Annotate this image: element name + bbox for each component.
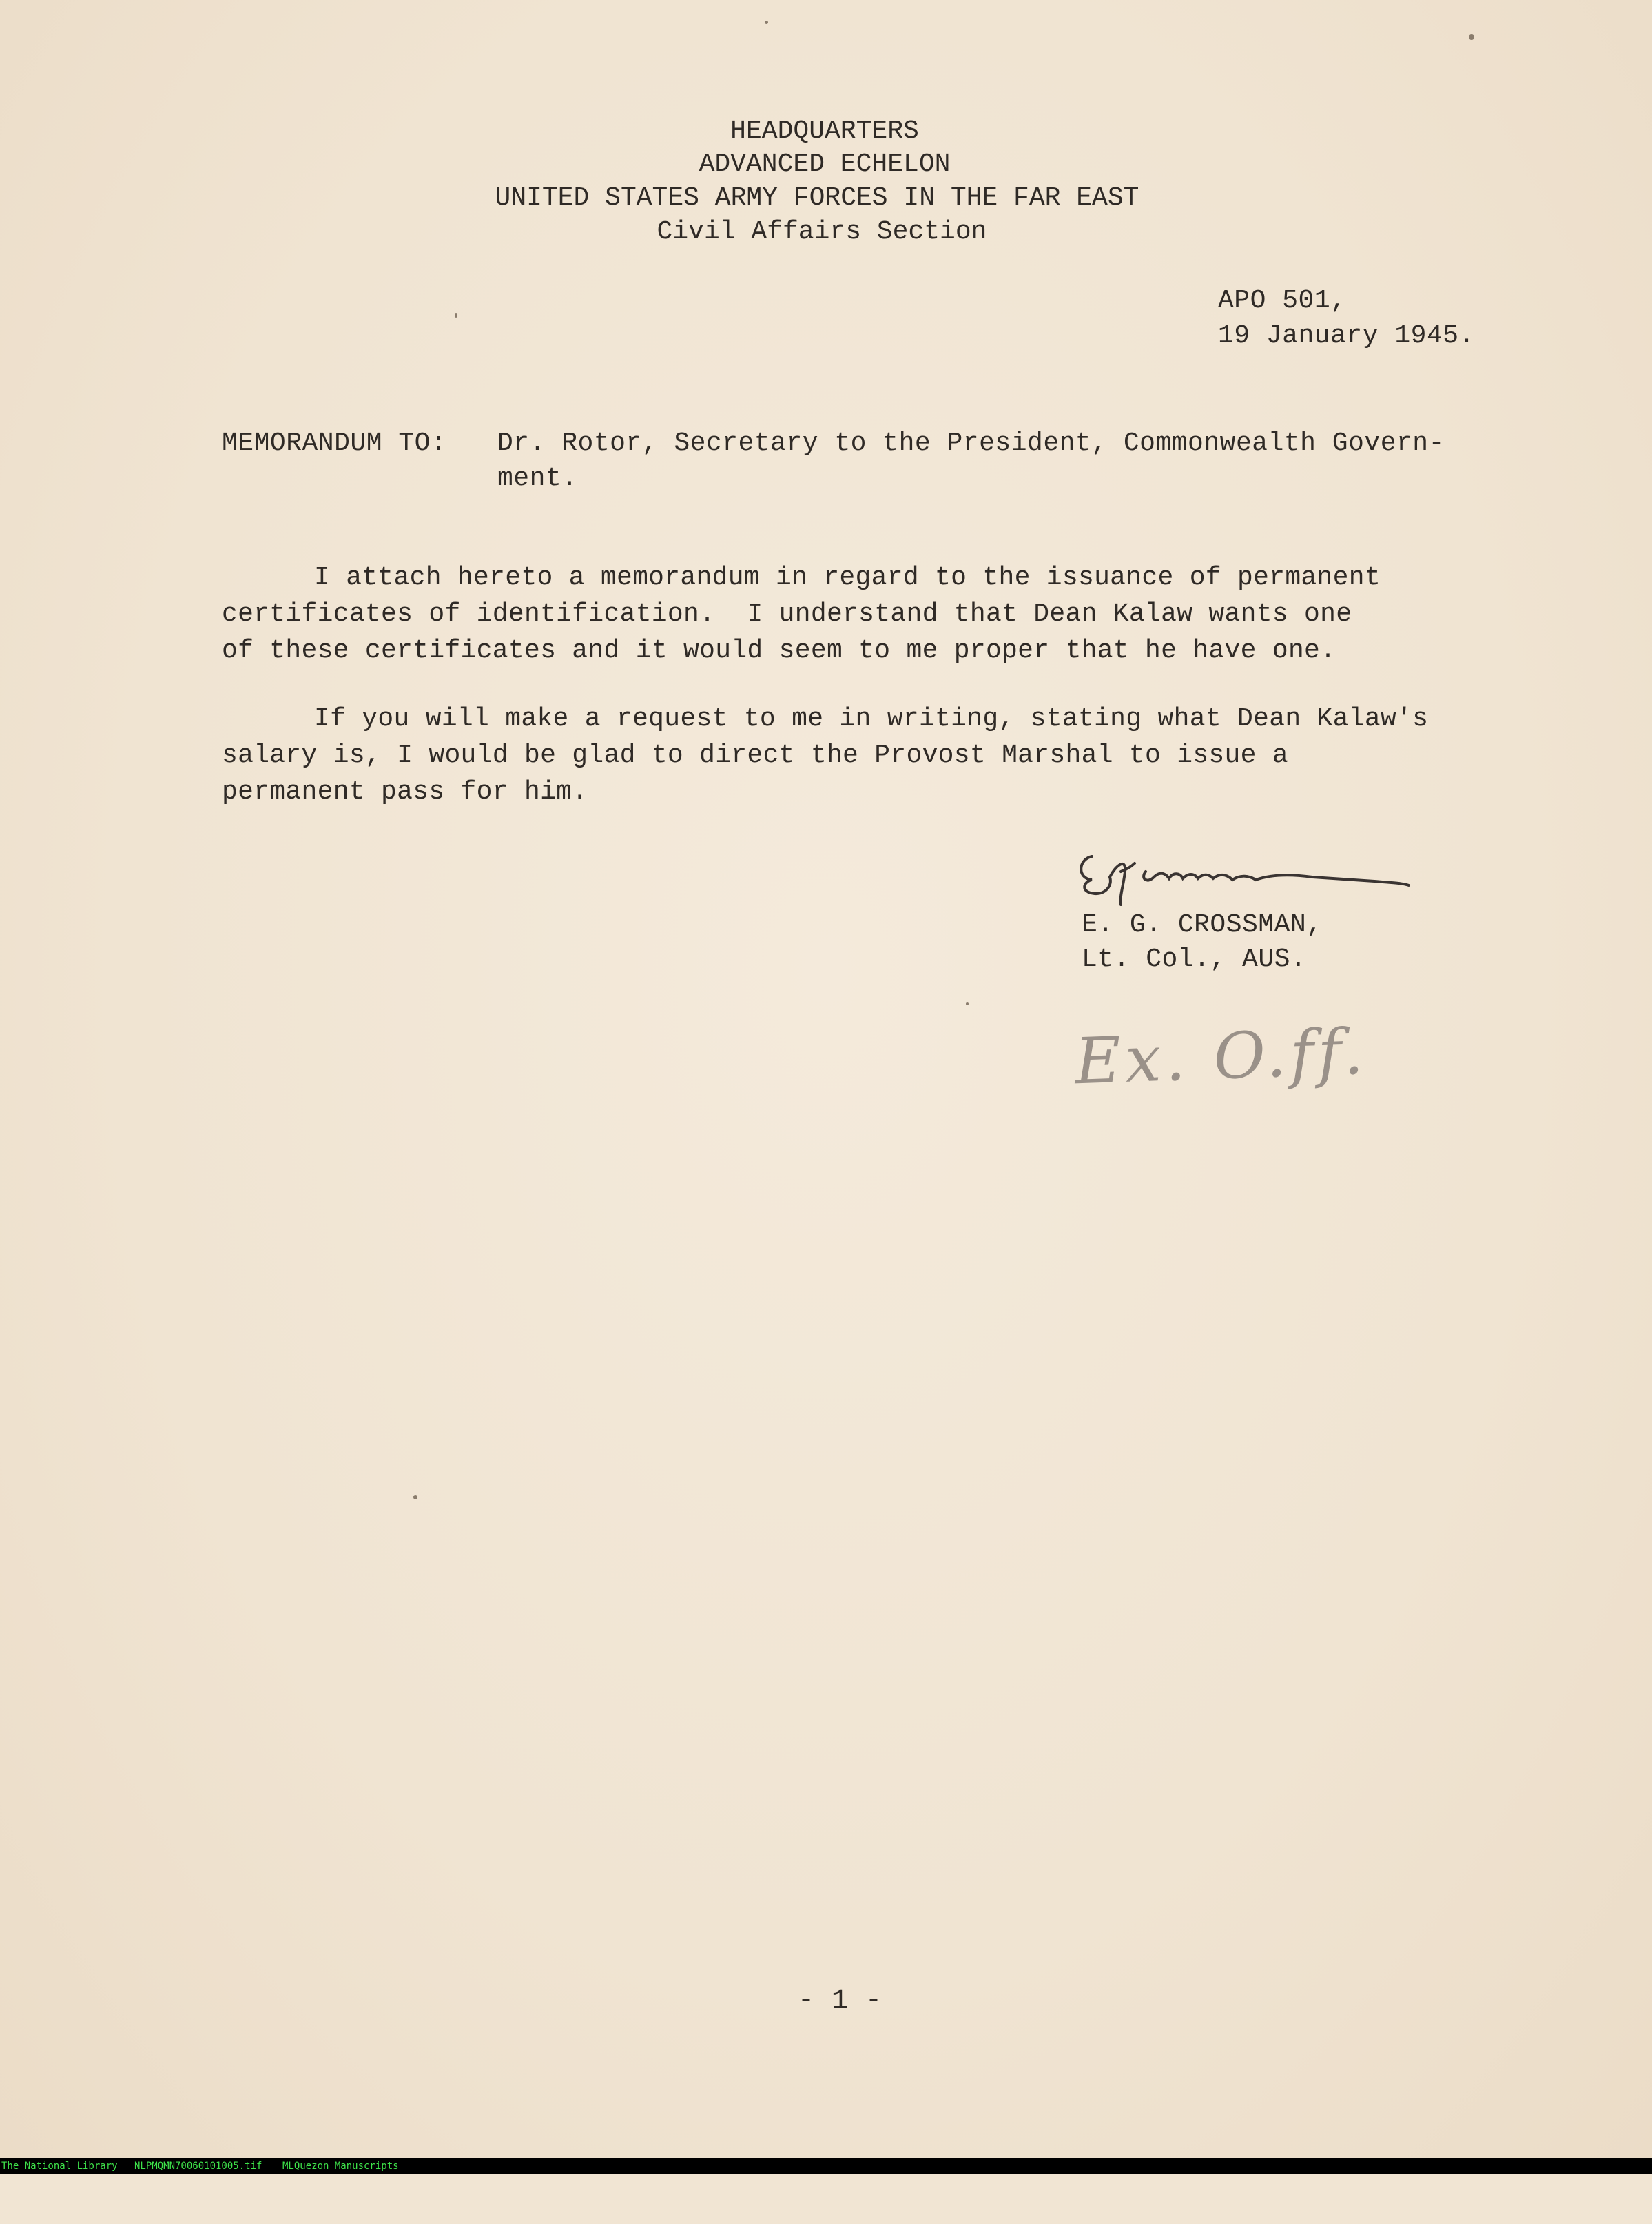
- letterhead-headquarters: HEADQUARTERS: [730, 116, 919, 146]
- pencil-annotation: Ex. O.ff.: [1073, 1014, 1369, 1099]
- memo-recipient-line1: Dr. Rotor, Secretary to the President, Commonwealth Govern-: [497, 429, 1445, 458]
- letterhead-usaffe: UNITED STATES ARMY FORCES IN THE FAR EAST: [495, 183, 1139, 213]
- body-paragraph-1-line-2: certificates of identification. I understand that Dean Kalaw wants one: [222, 599, 1352, 629]
- letterhead-civil-affairs: Civil Affairs Section: [657, 217, 987, 247]
- signature-name: E. G. CROSSMAN,: [1082, 910, 1323, 940]
- letterhead-advanced-echelon: ADVANCED ECHELON: [699, 150, 951, 179]
- paper-speck: [455, 313, 457, 318]
- archive-footer-bar: [0, 2158, 1652, 2174]
- handwritten-signature: [1064, 844, 1423, 906]
- paper-speck: [966, 1002, 969, 1005]
- footer-file: NLPMQMN70060101005.tif: [134, 2161, 262, 2172]
- footer-library: The National Library: [1, 2161, 118, 2172]
- memo-recipient-line2: ment.: [497, 464, 578, 493]
- page-number: - 1 -: [798, 1986, 882, 2017]
- body-paragraph-2-line-1: If you will make a request to me in writing, stating what Dean Kalaw's: [314, 704, 1429, 734]
- body-paragraph-1-line-1: I attach hereto a memorandum in regard to the issuance of permanent: [314, 563, 1381, 593]
- footer-collection: MLQuezon Manuscripts: [282, 2161, 399, 2172]
- paper-speck: [765, 21, 768, 24]
- dateline-apo: APO 501,: [1218, 286, 1347, 316]
- paper-speck: [413, 1495, 417, 1499]
- body-paragraph-2-line-2: salary is, I would be glad to direct the Provost Marshal to issue a: [222, 741, 1288, 770]
- paper-speck: [1469, 34, 1474, 40]
- signature-rank: Lt. Col., AUS.: [1082, 945, 1307, 974]
- memo-label: MEMORANDUM TO:: [222, 429, 447, 458]
- body-paragraph-1-line-3: of these certificates and it would seem to me proper that he have one.: [222, 636, 1336, 666]
- dateline-date: 19 January 1945.: [1218, 321, 1475, 351]
- body-paragraph-2-line-3: permanent pass for him.: [222, 777, 588, 807]
